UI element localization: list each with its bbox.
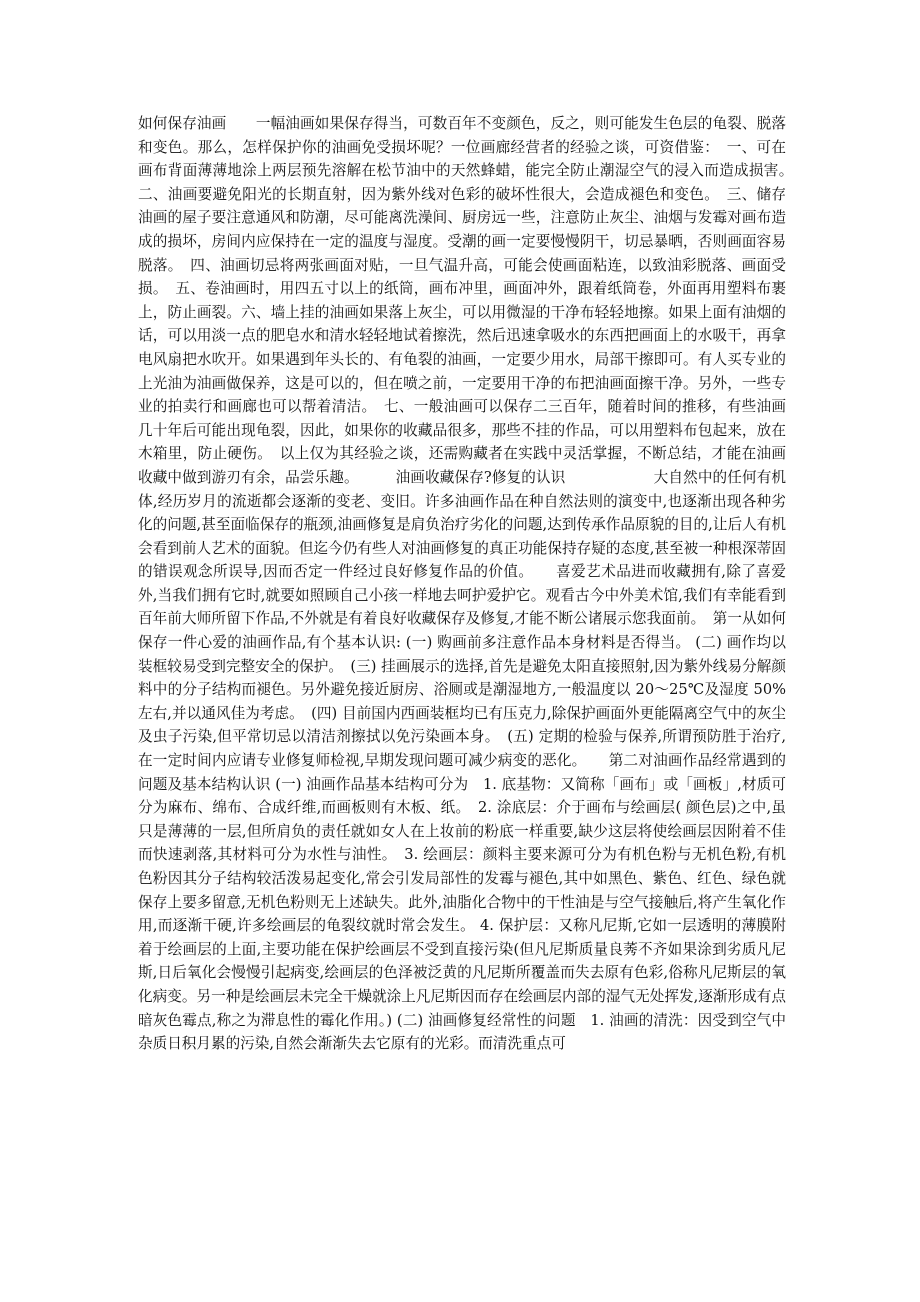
document-page: [138, 112, 801, 1056]
document-body-text: 如何保存油画 一幅油画如果保存得当，可数百年不变颜色，反之，则可能发生色层的龟裂、脱落和变色。那么，怎样保护你的油画免受损坏呢？一位画廊经营者的经验之谈，可资借鉴： 一、可在画布背面薄薄地涂上两层预先溶解在松节油中的天然蜂蜡，能完全防止潮湿空气的浸入而造成损害。 二、油画要避免阳光的长期直射，因为紫外线对色彩的破坏性很大，会造成褪色和变色。 三、储存油画的屋子要注意通风和防潮，尽可能离洗澡间、厨房远一些，注意防止灰尘、油烟与发霉对画布造成的损坏，房间内应保持在一定的温度与湿度。受潮的画一定要慢慢阴干，切忌暴晒，否则画面容易脱落。 四、油画切忌将两张画面对贴，一旦气温升高，可能会使画面粘连，以致油彩脱落、画面受损。 五、卷油画时，用四五寸以上的纸筒，画布冲里，画面冲外，跟着纸筒卷，外面再用塑料布裹上，防止画裂。六、墙上挂的油画如果落上灰尘，可以用微湿的干净布轻轻地擦。如果上面有油烟的话，可以用淡一点的肥皂水和清水轻轻地试着擦洗，然后迅速拿吸水的东西把画面上的水吸干，再拿电风扇把水吹开。如果遇到年头长的、有龟裂的油画，一定要少用水，局部干擦即可。有人买专业的上光油为油画做保养，这是可以的，但在喷之前，一定要用干净的布把油画面擦干净。另外，一些专业的拍卖行和画廊也可以帮着清洁。 七、一般油画可以保存二三百年，随着时间的推移，有些油画几十年后可能出现龟裂，因此，如果你的收藏品很多，那些不挂的作品，可以用塑料布包起来，放在木箱里，防止硬伤。 以上仅为其经验之谈，还需购藏者在实践中灵活掌握，不断总结，才能在油画收藏中做到游刃有余，品尝乐趣。 油画收藏保存?修复的认识 大自然中的任何有机体,经历岁月的流逝都会逐渐的变老、变旧。许多油画作品在种自然法则的演变中,也逐渐出现各种劣化的问题,甚至面临保存的瓶颈,油画修复是肩负治疗劣化的问题,达到传承作品原貌的目的,让后人有机会看到前人艺术的面貌。但迄今仍有些人对油画修复的真正功能保持存疑的态度,甚至被一种根深蒂固的错误观念所误导,因而否定一件经过良好修复作品的价值。 喜爱艺术品进而收藏拥有,除了喜爱外,当我们拥有它时,就要如照顾自己小孩一样地去呵护爱护它。观看古今中外美术馆,我们有幸能看到百年前大师所留下作品,不外就是有着良好收藏保存及修复,才能不断公诸展示您我面前。 第一从如何保存一件心爱的油画作品,有个基本认识: (一) 购画前多注意作品本身材料是否得当。 (二) 画作均以装框较易受到完整安全的保护。 (三) 挂画展示的选择,首先是避免太阳直接照射,因为紫外线易分解颜料中的分子结构而褪色。另外避免接近厨房、浴厕或是潮湿地方,一般温度以 20～25℃及湿度 50%左右,并以通风佳为考虑。 (四) 目前国内西画装框均已有压克力,除保护画面外更能隔离空气中的灰尘及虫子污染,但平常切忌以清洁剂擦拭以免污染画本身。 (五) 定期的检验与保养,所谓预防胜于治疗,在一定时间内应请专业修复师检视,早期发现问题可减少病变的恶化。 第二对油画作品经常遇到的问题及基本结构认识 (一) 油画作品基本结构可分为 1. 底基物：又简称「画布」或「画板」,材质可分为麻布、绵布、合成纤维,而画板则有木板、纸。 2. 涂底层：介于画布与绘画层( 颜色层)之中,虽只是薄薄的一层,但所肩负的责任就如女人在上妆前的粉底一样重要,缺少这层将使绘画层因附着不佳而快速剥落,其材料可分为水性与油性。 3. 绘画层：颜料主要来源可分为有机色粉与无机色粉,有机色粉因其分子结构较活泼易起变化,常会引发局部性的发霉与褪色,其中如黑色、紫色、红色、绿色就保存上要多留意,无机色粉则无上述缺失。此外,油脂化合物中的干性油是与空气接触后,将产生氧化作用,而逐渐干硬,许多绘画层的龟裂纹就时常会发生。 4. 保护层：又称凡尼斯,它如一层透明的薄膜附着于绘画层的上面,主要功能在保护绘画层不受到直接污染(但凡尼斯质量良莠不齐如果涂到劣质凡尼斯,日后氧化会慢慢引起病变,绘画层的色泽被泛黄的凡尼斯所覆盖而失去原有色彩,俗称凡尼斯层的氧化病变。另一种是绘画层未完全干燥就涂上凡尼斯因而存在绘画层内部的湿气无处挥发,逐渐形成有点暗灰色霉点,称之为滞息性的霉化作用。) (二) 油画修复经常性的问题 1. 油画的清洗：因受到空气中杂质日积月累的污染,自然会渐渐失去它原有的光彩。而清洗重点可: [138, 115, 801, 1053]
